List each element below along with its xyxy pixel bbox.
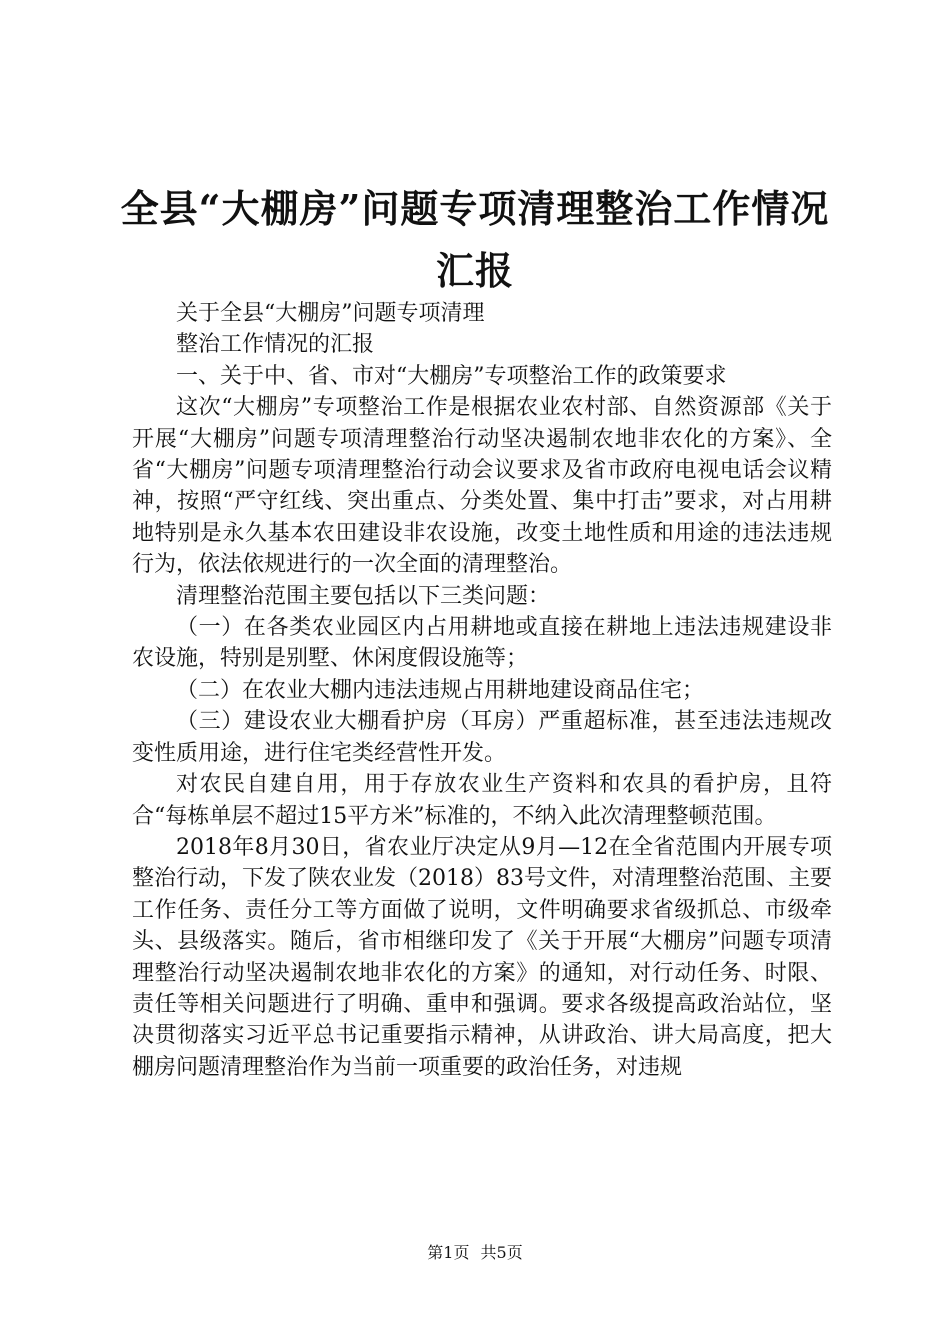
page-number: 第1页 <box>427 1243 470 1262</box>
paragraph-section-heading: 一、关于中、省、市对“大棚房”专项整治工作的政策要求 <box>176 363 727 389</box>
page-footer <box>0 1243 950 1263</box>
paragraph-scope-intro: 清理整治范围主要包括以下三类问题： <box>176 583 551 609</box>
paragraph-timeline: 2018年8月30日，省农业厅决定从9月—12在全省范围内开展专项整治行动，下发了陕农业发（2018）83号文件，对清理整治范围、主要工作任务、责任分工等方面做了说明，文件明确要求省级抓总、市级牵头、县级落实。随后，省市相继印发了《关于开展“大棚房”问题专项清理整治行动坚决遏制农地非农化的方案》的通知，对行动任务、时限、责任等相关问题进行了明确、重申和强调。要求各级提高政治站位，坚决贯彻落实习近平总书记重要指示精神，从讲政治、讲大局高度，把大棚房问题清理整治作为当前一项重要的政治任务，对违规 <box>132 834 832 1080</box>
paragraph-scope-item-1: （一）在各类农业园区内占用耕地或直接在耕地上违法违规建设非农设施，特别是别墅、休闲度假设施等； <box>132 615 832 672</box>
paragraph-subtitle-2: 整治工作情况的汇报 <box>176 332 375 358</box>
paragraph-exclusion: 对农民自建自用，用于存放农业生产资料和农具的看护房，且符合“每栋单层不超过15平方米”标准的，不纳入此次清理整顿范围。 <box>132 772 832 829</box>
paragraph-subtitle-1: 关于全县“大棚房”问题专项清理 <box>176 301 485 326</box>
document-body <box>132 298 832 1083</box>
paragraph-scope-item-2: （二）在农业大棚内违法违规占用耕地建设商品住宅； <box>176 677 705 703</box>
paragraph-policy-background: 这次“大棚房”专项整治工作是根据农业农村部、自然资源部《关于开展“大棚房”问题专项清理整治行动坚决遏制农地非农化的方案》、全省“大棚房”问题专项清理整治行动会议要求及省市政府电视电话会议精神，按照“严守红线、突出重点、分类处置、集中打击”要求，对占用耕地特别是永久基本农田建设非农设施，改变土地性质和用途的违法违规行为，依法依规进行的一次全面的清理整治。 <box>132 395 832 578</box>
page-total: 共5页 <box>480 1243 523 1262</box>
document-title: 全县“大棚房”问题专项清理整治工作情况汇报 <box>120 186 830 293</box>
paragraph-scope-item-3: （三）建设农业大棚看护房（耳房）严重超标准，甚至违法违规改变性质用途，进行住宅类经营性开发。 <box>132 709 832 766</box>
